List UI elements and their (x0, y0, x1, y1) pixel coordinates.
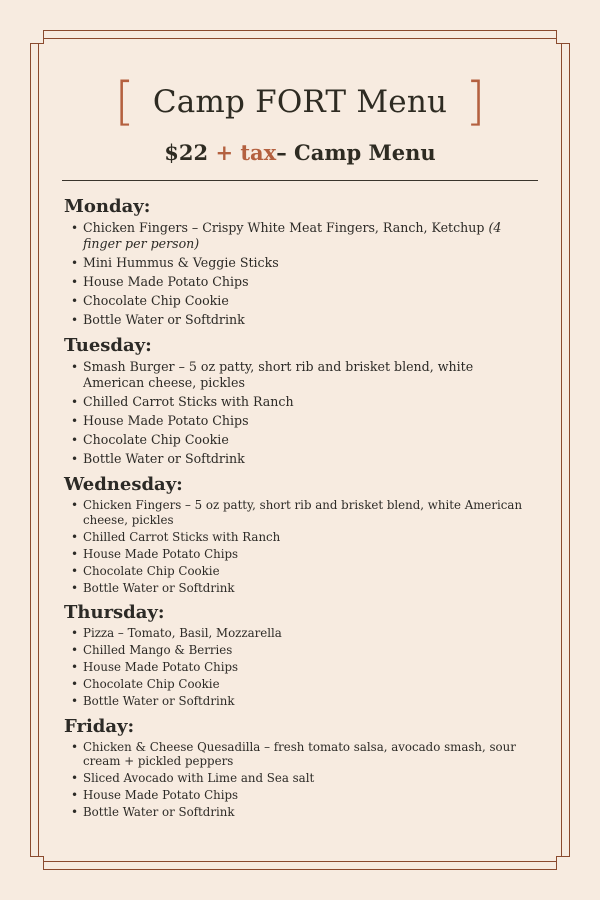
menu-item-text: Bottle Water or Softdrink (83, 451, 245, 466)
menu-item-text: Bottle Water or Softdrink (83, 805, 235, 819)
header-divider (62, 180, 538, 181)
corner-ornament-bottom-right (556, 856, 570, 870)
day-title: Tuesday: (64, 335, 152, 356)
day-section (64, 716, 534, 820)
menu-item-text: Sliced Avocado with Lime and Sea salt (83, 771, 315, 785)
bracket-right: ] (465, 72, 486, 132)
menu-item (64, 274, 534, 290)
menu-item-text: Chicken Fingers – Crispy White Meat Fingers, Ranch, Ketchup (83, 220, 485, 235)
title-row (40, 72, 560, 132)
subtitle (40, 140, 560, 165)
day-section (64, 474, 534, 595)
menu-item-text: Chicken Fingers – 5 oz patty, short rib and brisket blend, white American cheese, pickles (83, 498, 523, 527)
day-title: Wednesday: (64, 474, 183, 495)
menu-item-text: Pizza – Tomato, Basil, Mozzarella (83, 626, 282, 640)
price: $22 (164, 140, 209, 165)
menu-item (64, 451, 534, 467)
menu-item (64, 498, 534, 527)
menu-item (64, 581, 534, 596)
menu-item (64, 293, 534, 309)
day-item-list (64, 740, 534, 820)
day-title: Thursday: (64, 602, 165, 623)
menu-item (64, 677, 534, 692)
menu-item-text: House Made Potato Chips (83, 788, 239, 802)
corner-ornament-top-right (556, 30, 570, 44)
menu-item-text: Chicken & Cheese Quesadilla – fresh tomato salsa, avocado smash, sour cream + pickled peppers (83, 739, 516, 768)
menu-item-text: Chilled Carrot Sticks with Ranch (83, 394, 294, 409)
menu-item (64, 530, 534, 545)
corner-ornament-top-left (30, 30, 44, 44)
menu-item (64, 740, 534, 769)
day-title: Monday: (64, 196, 151, 217)
menu-item-text: Chocolate Chip Cookie (83, 563, 220, 578)
corner-ornament-bottom-left (30, 856, 44, 870)
menu-item-text: House Made Potato Chips (83, 546, 239, 561)
menu-item (64, 564, 534, 579)
menu-item-text: Chocolate Chip Cookie (83, 293, 229, 308)
menu-item-text: Bottle Water or Softdrink (83, 694, 235, 708)
day-item-list (64, 220, 534, 328)
menu-item-text: Chilled Mango & Berries (83, 643, 233, 657)
menu-item (64, 432, 534, 448)
menu-item (64, 394, 534, 410)
menu-item-text: House Made Potato Chips (83, 274, 249, 289)
menu-item (64, 413, 534, 429)
day-title: Friday: (64, 715, 135, 737)
menu-item (64, 660, 534, 675)
bracket-left: [ (114, 72, 135, 132)
menu-item-text: Chocolate Chip Cookie (83, 432, 229, 447)
menu-item-note: (4 finger per person) (83, 220, 502, 251)
day-item-list (64, 359, 534, 467)
menu-item-text: House Made Potato Chips (83, 413, 249, 428)
day-item-list (64, 626, 534, 709)
menu-item (64, 788, 534, 803)
menu-item (64, 771, 534, 786)
menu-item (64, 312, 534, 328)
menu-item-text: Smash Burger – 5 oz patty, short rib and brisket blend, white American cheese, pickles (83, 359, 474, 390)
subtitle-text: – Camp Menu (276, 140, 436, 165)
menu-item (64, 547, 534, 562)
tax-label: + tax (215, 140, 277, 165)
menu-item (64, 694, 534, 709)
menu-item (64, 359, 534, 391)
menu-item (64, 255, 534, 271)
day-section (64, 196, 534, 328)
menu-item-text: Bottle Water or Softdrink (83, 580, 235, 595)
menu-days (64, 196, 534, 827)
menu-item-text: Chilled Carrot Sticks with Ranch (83, 529, 281, 544)
menu-item-text: House Made Potato Chips (83, 660, 239, 674)
menu-item-text: Bottle Water or Softdrink (83, 312, 245, 327)
menu-item-text: Chocolate Chip Cookie (83, 677, 220, 691)
menu-item (64, 805, 534, 820)
menu-item-text: Mini Hummus & Veggie Sticks (83, 255, 279, 270)
menu-header (40, 72, 560, 165)
day-item-list (64, 498, 534, 595)
menu-item (64, 220, 534, 252)
page-title: Camp FORT Menu (152, 84, 448, 120)
menu-item (64, 643, 534, 658)
day-section (64, 335, 534, 467)
day-section (64, 602, 534, 709)
menu-item (64, 626, 534, 641)
